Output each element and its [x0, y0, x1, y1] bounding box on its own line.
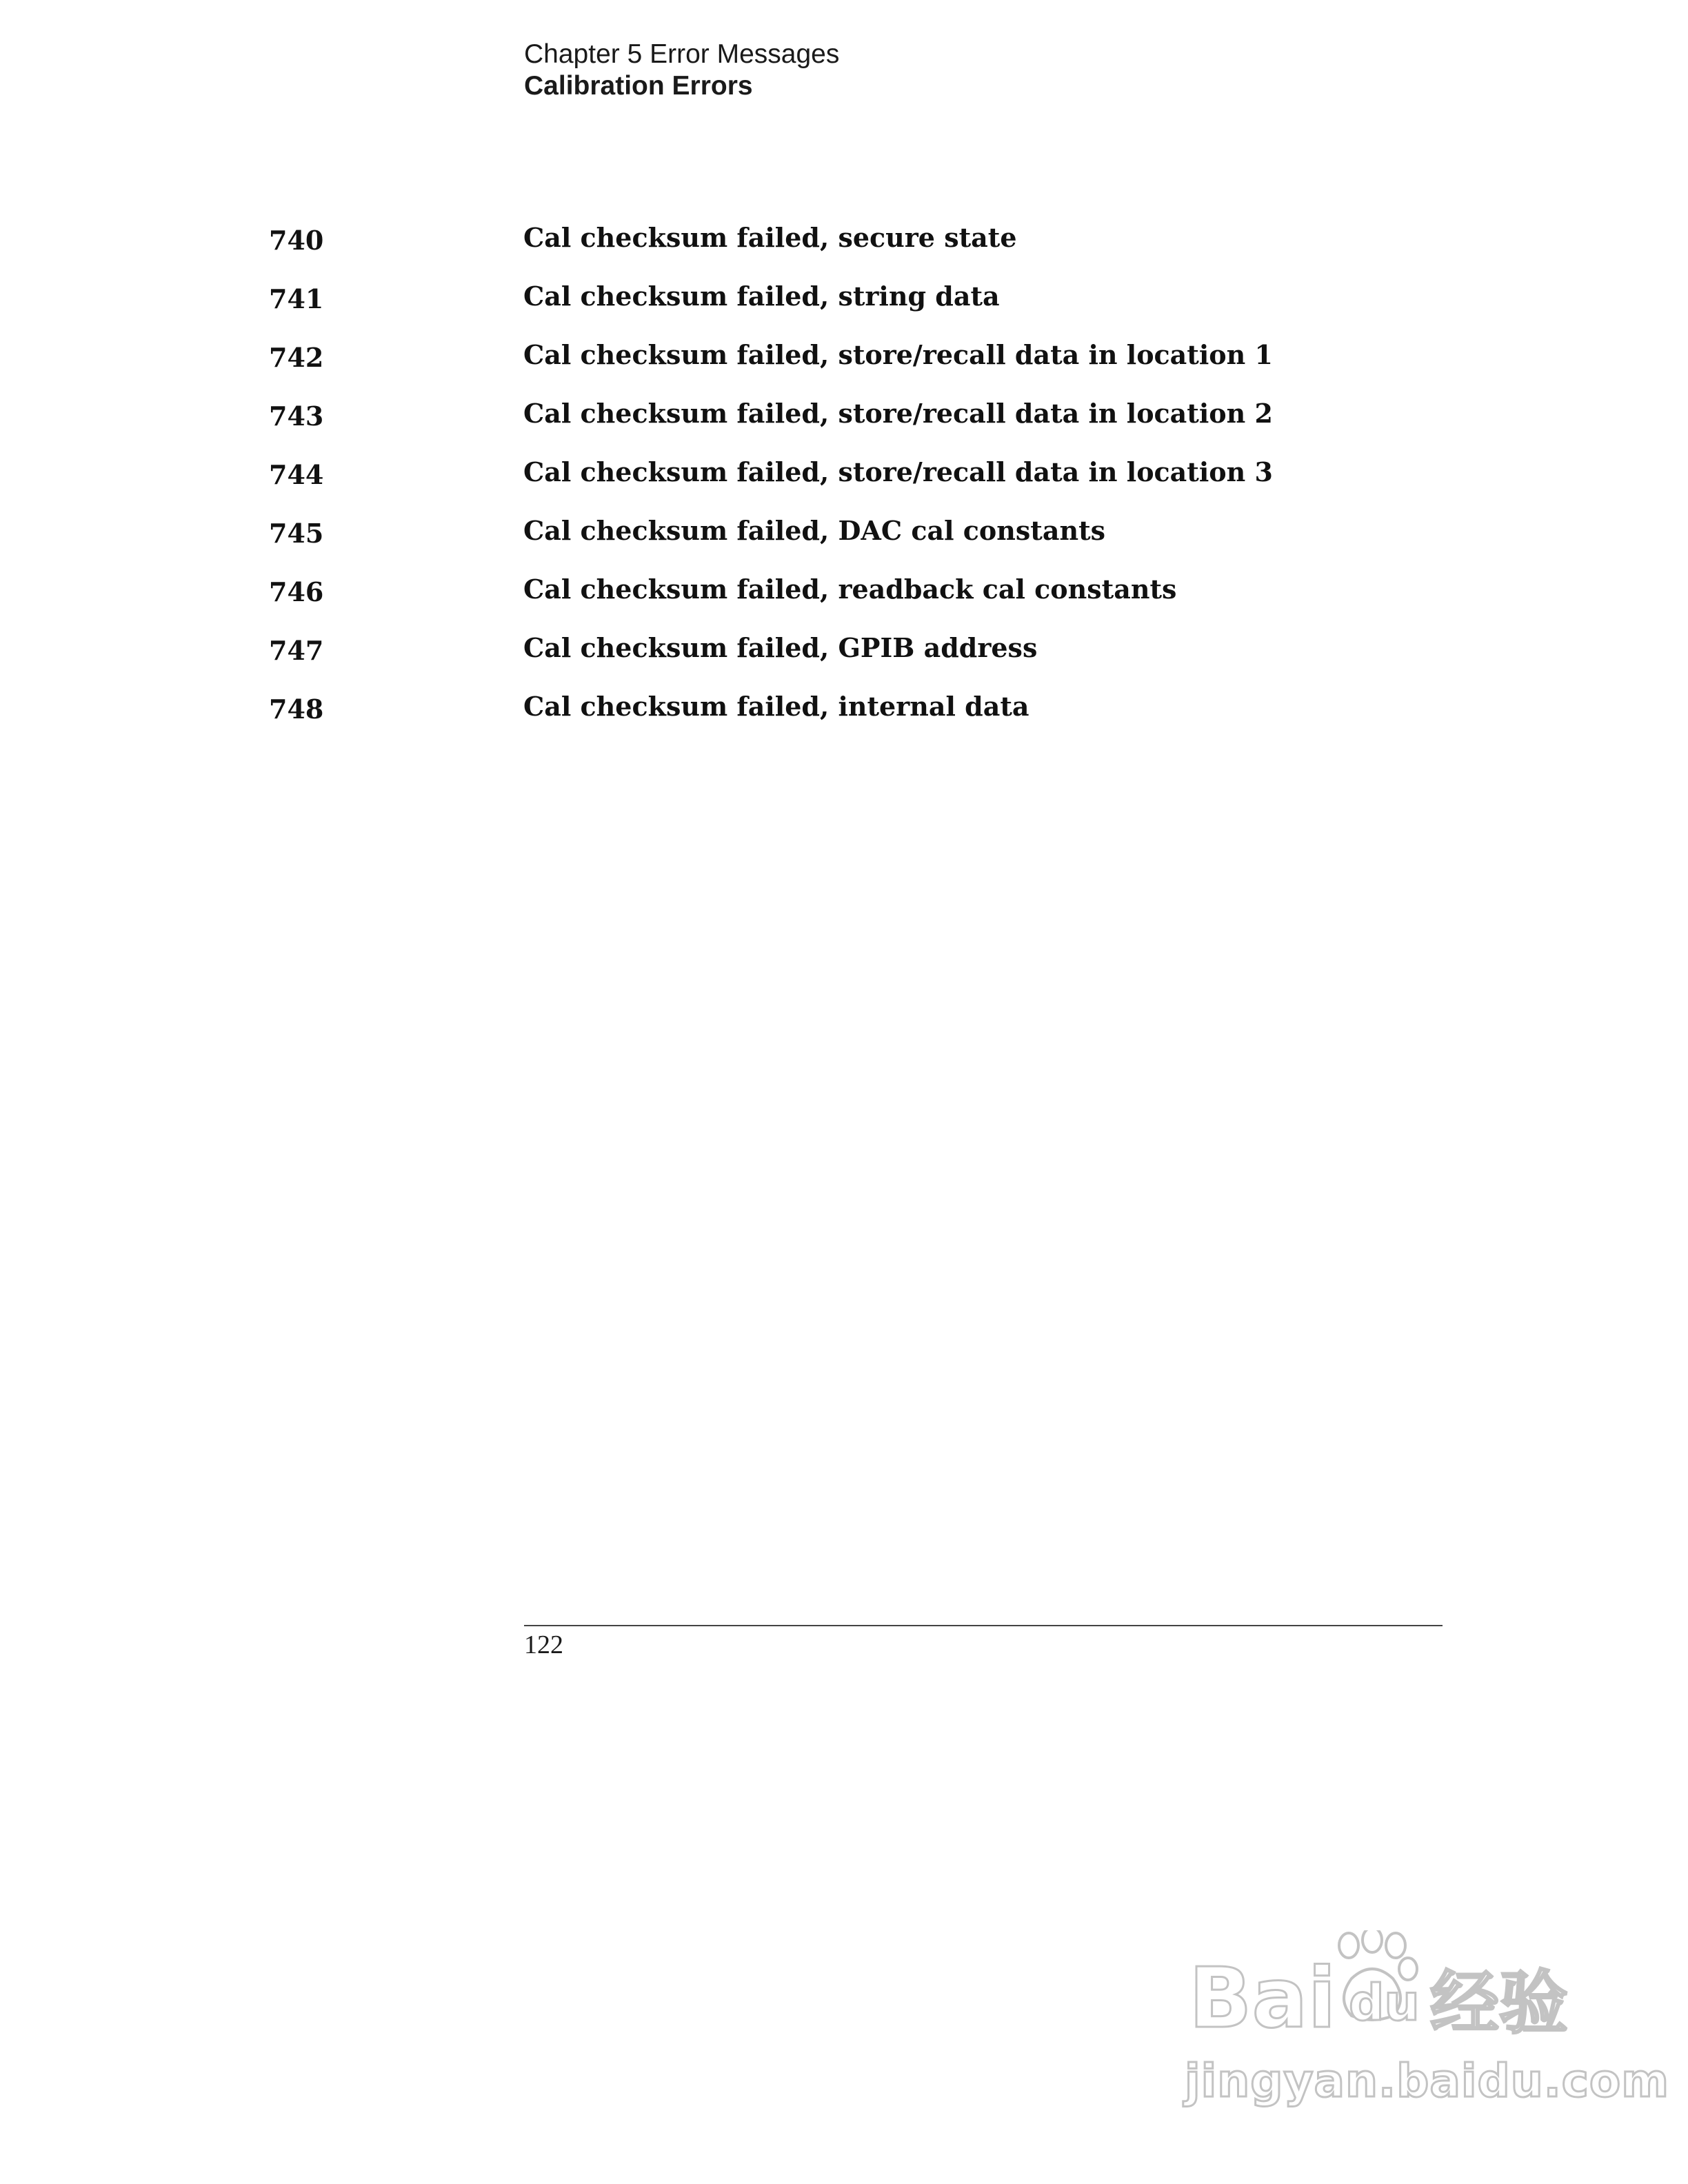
- error-code: 745: [269, 518, 324, 549]
- page-number: 122: [524, 1630, 563, 1659]
- error-message: Cal checksum failed, secure state: [523, 222, 1017, 253]
- baidu-watermark: [1172, 1903, 1670, 2110]
- error-row: [269, 629, 1441, 688]
- baidu-logo-icon: [1189, 1930, 1575, 2041]
- svg-text:经验: 经验: [1430, 1963, 1568, 2041]
- chapter-title: Chapter 5 Error Messages: [524, 39, 840, 69]
- error-code: 746: [269, 576, 324, 607]
- error-code: 743: [269, 401, 324, 432]
- error-row: [269, 336, 1441, 395]
- error-code: 740: [269, 225, 324, 256]
- error-message: Cal checksum failed, store/recall data in location 3: [523, 456, 1273, 487]
- error-row: [269, 571, 1441, 629]
- error-message: Cal checksum failed, store/recall data in location 1: [523, 339, 1273, 370]
- error-code: 742: [269, 342, 324, 373]
- error-code: 747: [269, 635, 324, 666]
- error-row: [269, 688, 1441, 747]
- error-row: [269, 454, 1441, 512]
- error-list: [269, 219, 1441, 747]
- error-message: Cal checksum failed, DAC cal constants: [523, 515, 1106, 546]
- error-message: Cal checksum failed, internal data: [523, 691, 1029, 722]
- running-header: [524, 39, 839, 102]
- error-message: Cal checksum failed, GPIB address: [523, 632, 1038, 663]
- svg-text:du: du: [1349, 1974, 1420, 2032]
- section-title: Calibration Errors: [524, 71, 753, 101]
- error-row: [269, 512, 1441, 571]
- error-message: Cal checksum failed, store/recall data in location 2: [523, 398, 1273, 429]
- error-code: 741: [269, 283, 324, 314]
- svg-text:Bai: Bai: [1189, 1951, 1336, 2041]
- error-row: [269, 278, 1441, 336]
- error-message: Cal checksum failed, readback cal constants: [523, 574, 1177, 605]
- error-message: Cal checksum failed, string data: [523, 281, 1000, 312]
- watermark-site-text: jingyan.baidu.com: [1185, 2054, 1670, 2107]
- footer-divider: [524, 1625, 1443, 1626]
- error-row: [269, 395, 1441, 454]
- error-row: [269, 219, 1441, 278]
- error-code: 744: [269, 459, 324, 490]
- error-code: 748: [269, 694, 324, 725]
